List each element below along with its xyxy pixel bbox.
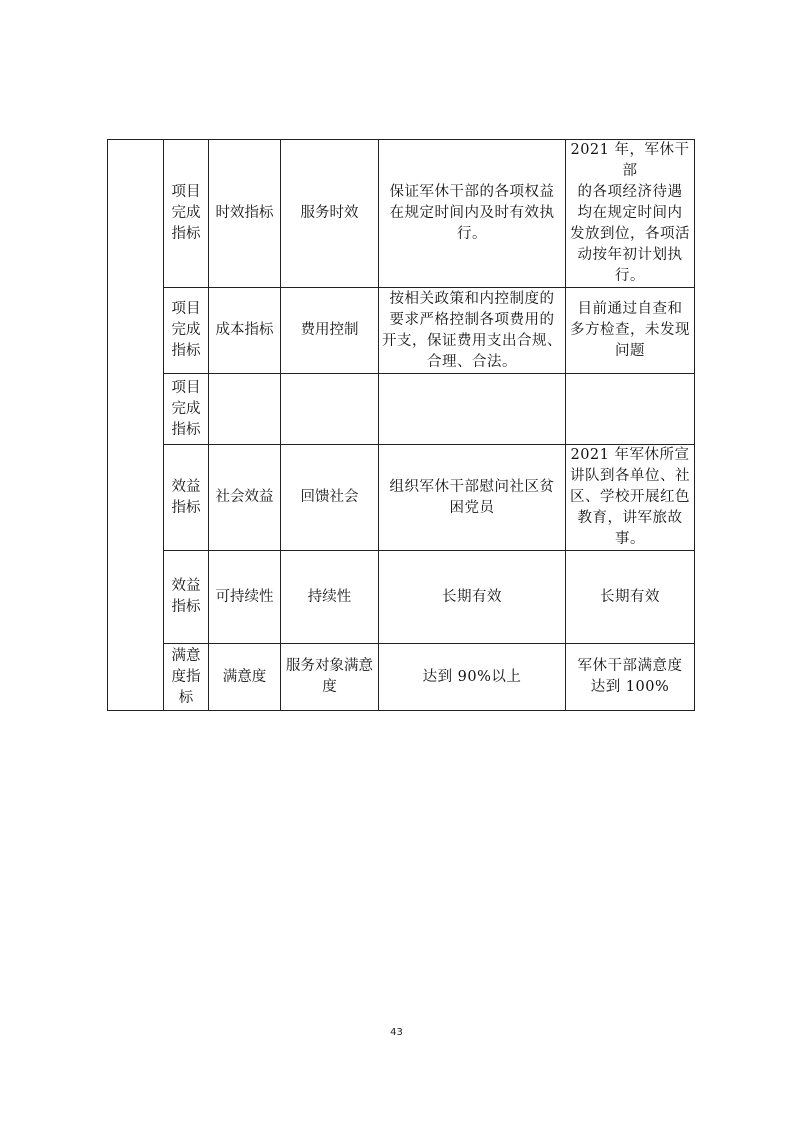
target-value-cell: 组织军休干部慰问社区贫 困党员 [379,445,566,551]
second-level-indicator-cell: 成本指标 [209,288,281,374]
second-level-indicator-cell [209,374,281,445]
table-row [108,374,695,445]
table-row [108,288,695,374]
third-level-indicator-cell [281,374,379,445]
first-level-indicator-cell: 项目 完成 指标 [164,140,209,288]
table-row [108,644,695,711]
second-level-indicator-cell: 时效指标 [209,140,281,288]
first-level-indicator-cell: 满意 度指 标 [164,644,209,711]
first-level-indicator-cell: 项目 完成 指标 [164,288,209,374]
second-level-indicator-cell: 可持续性 [209,551,281,644]
target-value-cell: 按相关政策和内控制度的 要求严格控制各项费用的 开支，保证费用支出合规、 合理、合法。 [379,288,566,374]
third-level-indicator-cell: 回馈社会 [281,445,379,551]
actual-result-cell: 长期有效 [566,551,695,644]
table-row [108,140,695,288]
first-level-indicator-cell: 效益 指标 [164,551,209,644]
third-level-indicator-cell: 服务对象满意 度 [281,644,379,711]
page-number: 43 [390,1027,403,1038]
merged-left-cell [108,140,164,711]
third-level-indicator-cell: 服务时效 [281,140,379,288]
target-value-cell [379,374,566,445]
actual-result-cell: 军休干部满意度 达到 100% [566,644,695,711]
target-value-cell: 达到 90%以上 [379,644,566,711]
actual-result-cell [566,374,695,445]
third-level-indicator-cell: 持续性 [281,551,379,644]
second-level-indicator-cell: 社会效益 [209,445,281,551]
third-level-indicator-cell: 费用控制 [281,288,379,374]
target-value-cell: 保证军休干部的各项权益 在规定时间内及时有效执 行。 [379,140,566,288]
performance-indicator-table [107,139,695,711]
table-row [108,445,695,551]
actual-result-cell: 2021 年，军休干部 的各项经济待遇 均在规定时间内 发放到位，各项活 动按年初计划执 行。 [566,140,695,288]
second-level-indicator-cell: 满意度 [209,644,281,711]
target-value-cell: 长期有效 [379,551,566,644]
table-row [108,551,695,644]
actual-result-cell: 目前通过自查和 多方检查，未发现 问题 [566,288,695,374]
first-level-indicator-cell: 项目 完成 指标 [164,374,209,445]
actual-result-cell: 2021 年军休所宣 讲队到各单位、社 区、学校开展红色 教育，讲军旅故 事。 [566,445,695,551]
first-level-indicator-cell: 效益 指标 [164,445,209,551]
